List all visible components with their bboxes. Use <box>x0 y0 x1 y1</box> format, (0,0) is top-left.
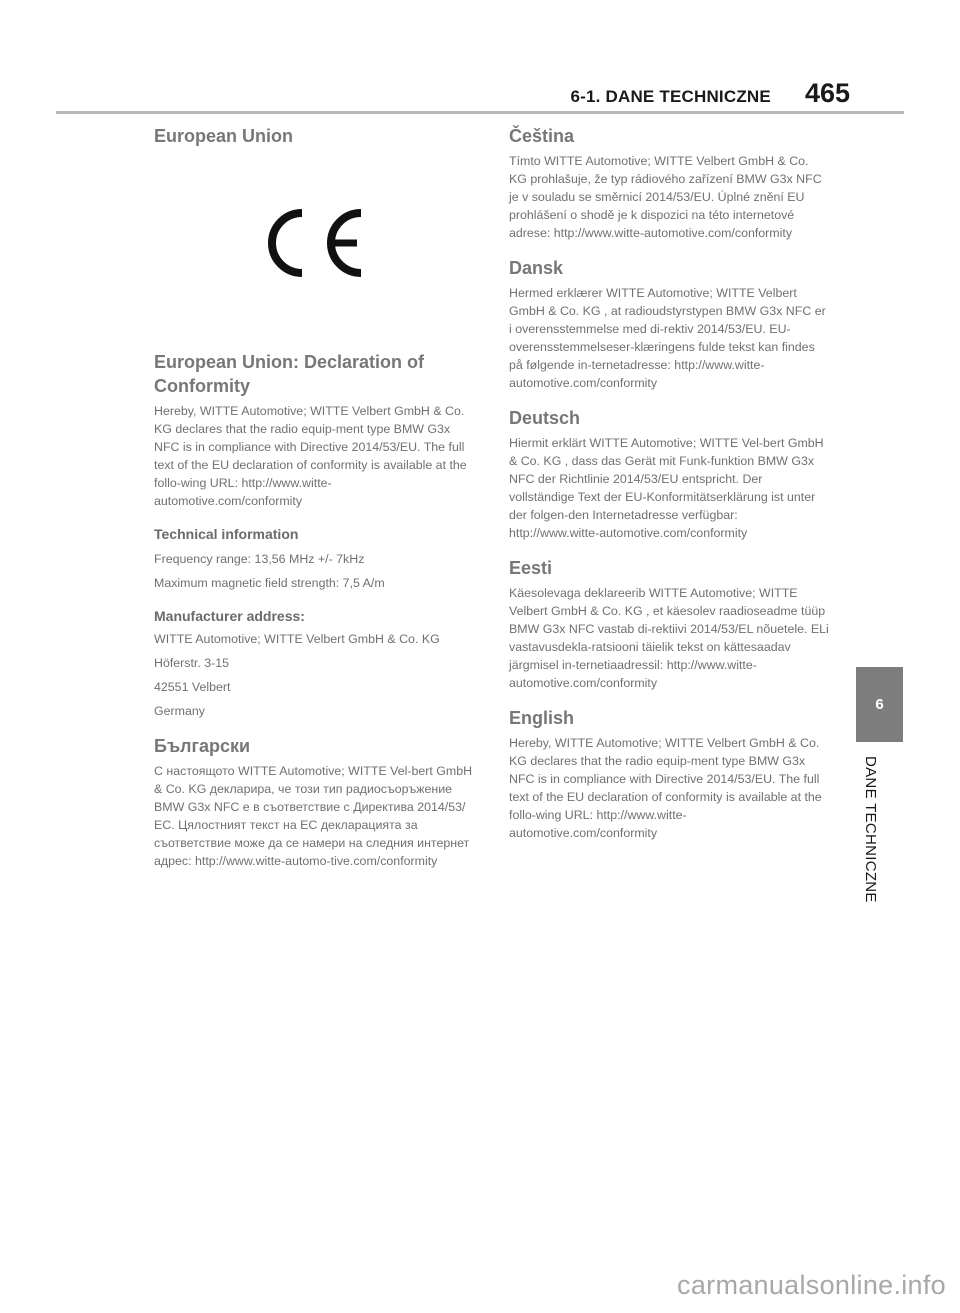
manufacturer-street: Höferstr. 3-15 <box>154 656 230 670</box>
left-column <box>154 124 479 870</box>
czech-heading: Čeština <box>509 126 575 146</box>
manufacturer-name: WITTE Automotive; WITTE Velbert GmbH & Co. KG <box>154 632 440 646</box>
page-number: 465 <box>804 78 850 108</box>
tech-heading: Technical information <box>154 526 299 542</box>
english-text: Hereby, WITTE Automotive; WITTE Velbert GmbH & Co. KG declares that the radio equip-ment type BMW G3x NFC is in compliance with Directive 2014/53/EU. The full text of the EU declaration of conformity is available at the follo-wing URL: http://www.witte-automotive.com/conformity <box>509 736 822 840</box>
ce-mark-svg <box>257 203 377 283</box>
estonian-heading: Eesti <box>509 558 553 578</box>
bulgarian-text: С настоящото WITTE Automotive; WITTE Vel-bert GmbH & Co. KG декларира, че този тип радиосъоръжение BMW G3x NFC е в съответствие с Директива 2014/53/ЕС. Цялостният текст на ЕС декларацията за съответствие може да се намери на следния интернет адрес: http://www.witte-automo-tive.com/conformity <box>154 764 473 868</box>
declaration-heading: European Union: Declaration of Conformity <box>154 352 425 396</box>
manufacturer-country: Germany <box>154 704 205 718</box>
field-strength: Maximum magnetic field strength: 7,5 A/m <box>154 576 385 590</box>
chapter-tab: 6 <box>856 667 903 742</box>
estonian-text: Käesolevaga deklareerib WITTE Automotive; WITTE Velbert GmbH & Co. KG , et käesolev raadioseadme tüüp BMW G3x NFC vastab di-rektiivi 2014/53/EL nõuetele. ELi vastavusdekla-ratsiooni täielik tekst on kättesaadav järgmisel in-ternetiaadressil: http://www.witte-automotive.com/conformity <box>509 586 829 690</box>
eu-heading: European Union <box>154 126 293 146</box>
danish-heading: Dansk <box>509 258 564 278</box>
bulgarian-heading: Български <box>154 736 251 756</box>
german-heading: Deutsch <box>509 408 581 428</box>
watermark: carmanualsonline.info <box>677 1270 946 1300</box>
frequency-range: Frequency range: 13,56 MHz +/- 7kHz <box>154 552 365 566</box>
danish-text: Hermed erklærer WITTE Automotive; WITTE Velbert GmbH & Co. KG , at radioudstyrstypen BMW G3x NFC er i overensstemmelse med di-rektiv 2014/53/EU. EU-overensstemmelseser-klæringens fulde tekst kan findes på følgende in-ternetadresse: http://www.witte-automotive.com/conformity <box>509 286 826 390</box>
czech-text: Tímto WITTE Automotive; WITTE Velbert GmbH & Co. KG prohlašuje, že typ rádiového zařízení BMW G3x NFC je v souladu se směrnicí 2014/53/EU. Úplné znění EU prohlášení o shodě je k dispozici na této internetové adrese: http://www.witte-automotive.com/conformity <box>509 154 822 240</box>
manufacturer-city: 42551 Velbert <box>154 680 231 694</box>
right-column <box>509 124 829 842</box>
page-header <box>570 78 850 109</box>
section-title: 6-1. DANE TECHNICZNE <box>570 87 771 106</box>
ce-mark-icon <box>154 148 479 338</box>
chapter-label: DANE TECHNICZNE <box>862 756 879 903</box>
header-rule <box>56 111 904 114</box>
german-text: Hiermit erklärt WITTE Automotive; WITTE Vel-bert GmbH & Co. KG , dass das Gerät mit Funk-funktion BMW G3x NFC der Richtlinie 2014/53/EU entspricht. Der vollständige Text der EU-Konformitätserklärung ist unter der folgen-den Internetadresse verfügbar: http://www.witte-automotive.com/conformity <box>509 436 824 540</box>
declaration-text: Hereby, WITTE Automotive; WITTE Velbert GmbH & Co. KG declares that the radio equip-ment type BMW G3x NFC is in compliance with Directive 2014/53/EU. The full text of the EU declaration of conformity is available at the follo-wing URL: http://www.witte-automotive.com/conformity <box>154 404 467 508</box>
manufacturer-heading: Manufacturer address: <box>154 608 305 624</box>
english-heading: English <box>509 708 575 728</box>
